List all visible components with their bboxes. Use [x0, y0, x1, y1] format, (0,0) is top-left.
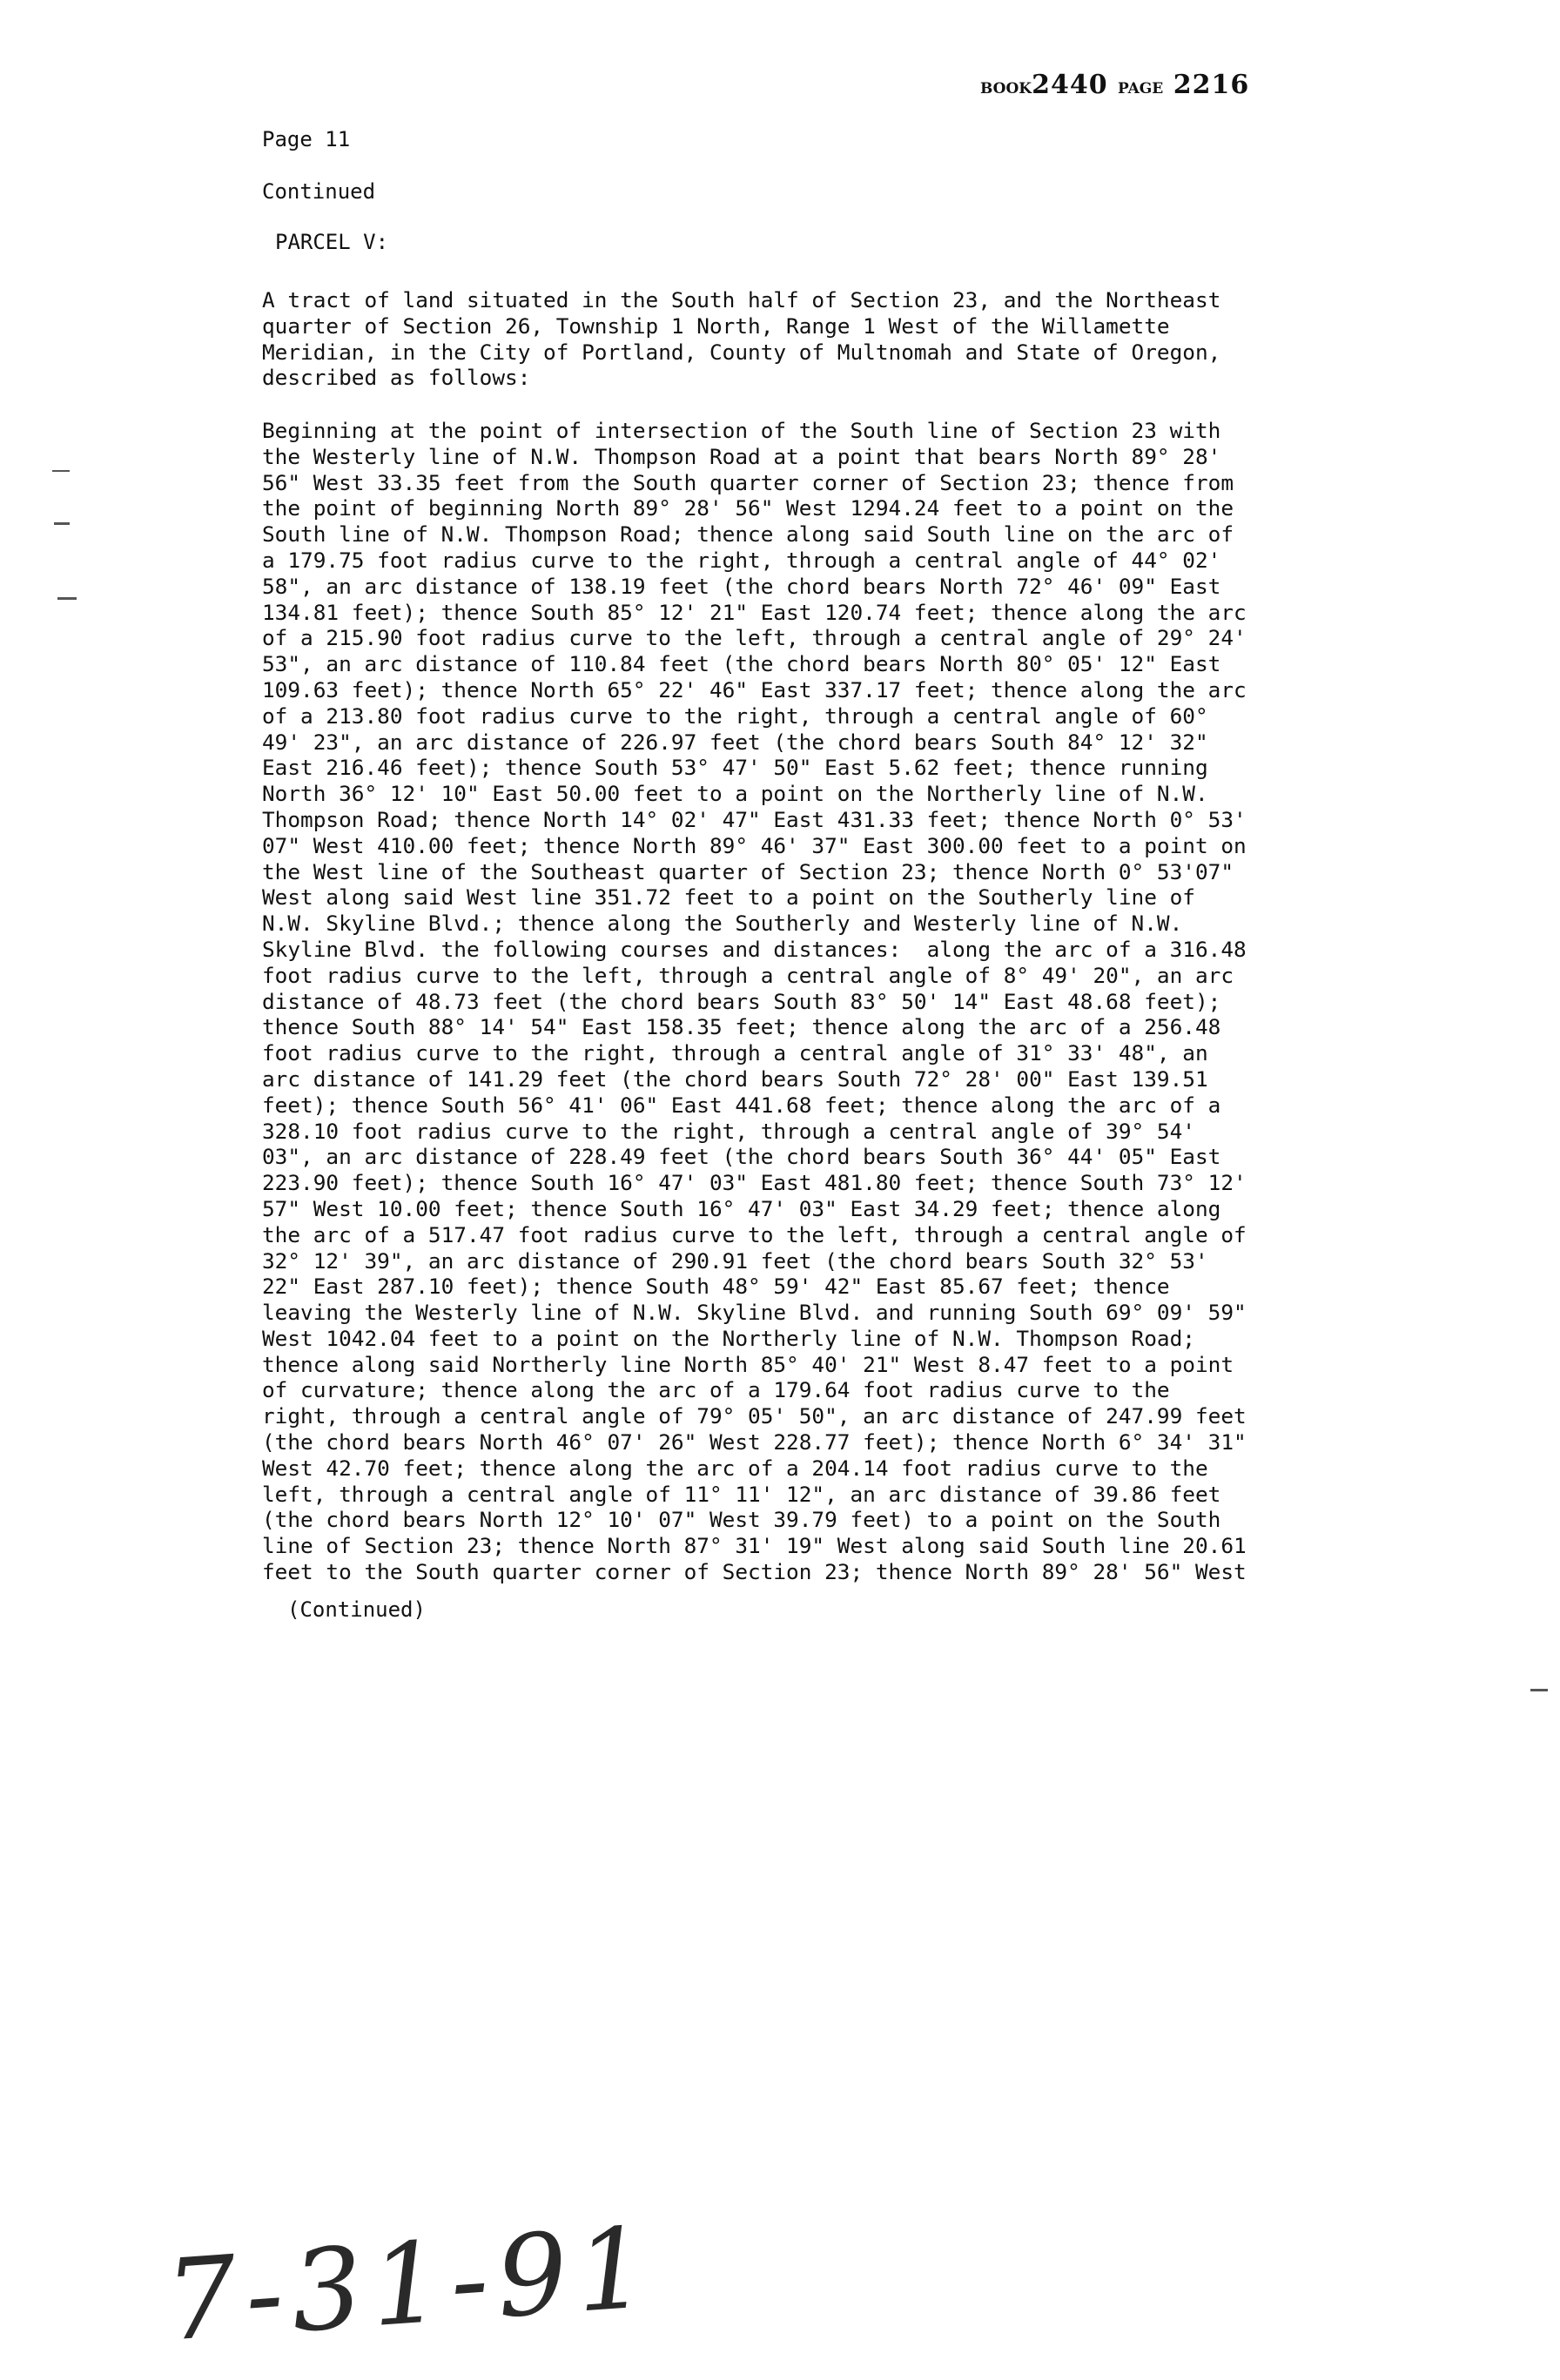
continued-label: Continued — [262, 179, 376, 204]
text-line: feet to the South quarter corner of Section 23; thence North 89° 28' 56" West — [262, 1559, 1247, 1585]
text-line: a 179.75 foot radius curve to the right, through a central angle of 44° 02' — [262, 547, 1221, 573]
text-line: 07" West 410.00 feet; thence North 89° 46' 37" East 300.00 feet to a point on — [262, 832, 1247, 858]
text-line: 03", an arc distance of 228.49 feet (the chord bears South 36° 44' 05" East — [262, 1144, 1221, 1170]
text-line: the Westerly line of N.W. Thompson Road at a point that bears North 89° 28' — [262, 443, 1221, 469]
handwritten-date: 7-31-91 — [161, 2202, 661, 2367]
text-line: North 36° 12' 10" East 50.00 feet to a point on the Northerly line of N.W. — [262, 781, 1208, 807]
text-line: left, through a central angle of 11° 11' 12", an arc distance of 39.86 feet — [262, 1481, 1221, 1507]
scan-mark — [54, 522, 70, 525]
text-line: right, through a central angle of 79° 05' 50", an arc distance of 247.99 feet — [262, 1403, 1247, 1429]
page-number-label: Page 11 — [262, 127, 351, 151]
text-line: 32° 12' 39", an arc distance of 290.91 feet (the chord bears South 32° 53' — [262, 1247, 1208, 1274]
text-line: of a 215.90 foot radius curve to the left, through a central angle of 29° 24' — [262, 625, 1247, 651]
page-number: 2216 — [1173, 70, 1250, 100]
parcel-heading: PARCEL V: — [275, 230, 389, 254]
text-line: 58", an arc distance of 138.19 feet (the chord bears North 72° 46' 09" East — [262, 573, 1221, 599]
text-line: arc distance of 141.29 feet (the chord bears South 72° 28' 00" East 139.51 — [262, 1066, 1208, 1092]
text-line: distance of 48.73 feet (the chord bears South 83° 50' 14" East 48.68 feet); — [262, 988, 1221, 1014]
text-line: 56" West 33.35 feet from the South quarter corner of Section 23; thence from — [262, 469, 1234, 495]
text-line: N.W. Skyline Blvd.; thence along the Southerly and Westerly line of N.W. — [262, 911, 1183, 937]
text-line: foot radius curve to the left, through a central angle of 8° 49' 20", an arc — [262, 962, 1234, 988]
text-line: (the chord bears North 12° 10' 07" West 39.79 feet) to a point on the South — [262, 1507, 1221, 1533]
text-line: the arc of a 517.47 foot radius curve to the left, through a central angle of — [262, 1221, 1247, 1247]
text-line: the point of beginning North 89° 28' 56" West 1294.24 feet to a point on the — [262, 495, 1234, 521]
text-line: (the chord bears North 46° 07' 26" West 228.77 feet); thence North 6° 34' 31" — [262, 1429, 1247, 1456]
text-line: thence South 88° 14' 54" East 158.35 feet; thence along the arc of a 256.48 — [262, 1014, 1221, 1040]
text-line: A tract of land situated in the South half of Section 23, and the Northeast — [262, 287, 1221, 313]
text-line: 134.81 feet); thence South 85° 12' 21" East 120.74 feet; thence along the arc — [262, 599, 1247, 625]
text-line: quarter of Section 26, Township 1 North, Range 1 West of the Willamette — [262, 313, 1170, 339]
book-label: BOOK — [980, 80, 1032, 97]
text-line: described as follows: — [262, 365, 531, 391]
text-line: 53", an arc distance of 110.84 feet (the chord bears North 80° 05' 12" East — [262, 651, 1221, 677]
text-line: feet); thence South 56° 41' 06" East 441.68 feet; thence along the arc of a — [262, 1092, 1221, 1118]
text-line: the West line of the Southeast quarter of Section 23; thence North 0° 53'07" — [262, 858, 1234, 884]
text-line: 328.10 foot radius curve to the right, through a central angle of 39° 54' — [262, 1118, 1195, 1144]
text-line: of a 213.80 foot radius curve to the right, through a central angle of 60° — [262, 703, 1208, 729]
text-line: West along said West line 351.72 feet to a point on the Southerly line of — [262, 884, 1195, 911]
text-line: East 216.46 feet); thence South 53° 47' 50" East 5.62 feet; thence running — [262, 755, 1208, 781]
text-line: West 1042.04 feet to a point on the Northerly line of N.W. Thompson Road; — [262, 1325, 1195, 1351]
text-line: Thompson Road; thence North 14° 02' 47" East 431.33 feet; thence North 0° 53' — [262, 806, 1247, 832]
text-line: Meridian, in the City of Portland, County of Multnomah and State of Oregon, — [262, 339, 1221, 365]
scan-mark — [57, 597, 77, 600]
continued-footer: (Continued) — [287, 1597, 426, 1622]
text-line: foot radius curve to the right, through a central angle of 31° 33' 48", an — [262, 1040, 1208, 1066]
book-number: 2440 — [1032, 70, 1108, 100]
text-line: of curvature; thence along the arc of a 179.64 foot radius curve to the — [262, 1377, 1170, 1403]
text-line: 109.63 feet); thence North 65° 22' 46" East 337.17 feet; thence along the arc — [262, 676, 1247, 703]
text-line: leaving the Westerly line of N.W. Skyline Blvd. and running South 69° 09' 59" — [262, 1300, 1247, 1326]
legal-description-paragraph — [262, 418, 1289, 1585]
text-line: 57" West 10.00 feet; thence South 16° 47' 03" East 34.29 feet; thence along — [262, 1195, 1221, 1221]
scan-mark — [1530, 1689, 1548, 1691]
intro-paragraph — [262, 287, 1289, 391]
text-line: Skyline Blvd. the following courses and distances: along the arc of a 316.48 — [262, 936, 1247, 962]
text-line: 223.90 feet); thence South 16° 47' 03" East 481.80 feet; thence South 73° 12' — [262, 1170, 1247, 1196]
text-line: thence along said Northerly line North 85° 40' 21" West 8.47 feet to a point — [262, 1351, 1234, 1377]
text-line: Beginning at the point of intersection of the South line of Section 23 with — [262, 418, 1221, 443]
text-line: 49' 23", an arc distance of 226.97 feet (the chord bears South 84° 12' 32" — [262, 729, 1208, 755]
text-line: 22" East 287.10 feet); thence South 48° 59' 42" East 85.67 feet; thence — [262, 1274, 1170, 1300]
text-line: West 42.70 feet; thence along the arc of a 204.14 foot radius curve to the — [262, 1455, 1208, 1481]
scan-mark — [52, 470, 70, 472]
text-line: South line of N.W. Thompson Road; thence along said South line on the arc of — [262, 521, 1234, 548]
text-line: line of Section 23; thence North 87° 31' 19" West along said South line 20.61 — [262, 1533, 1247, 1559]
book-page-stamp — [980, 70, 1249, 100]
page-label: PAGE — [1118, 80, 1164, 97]
